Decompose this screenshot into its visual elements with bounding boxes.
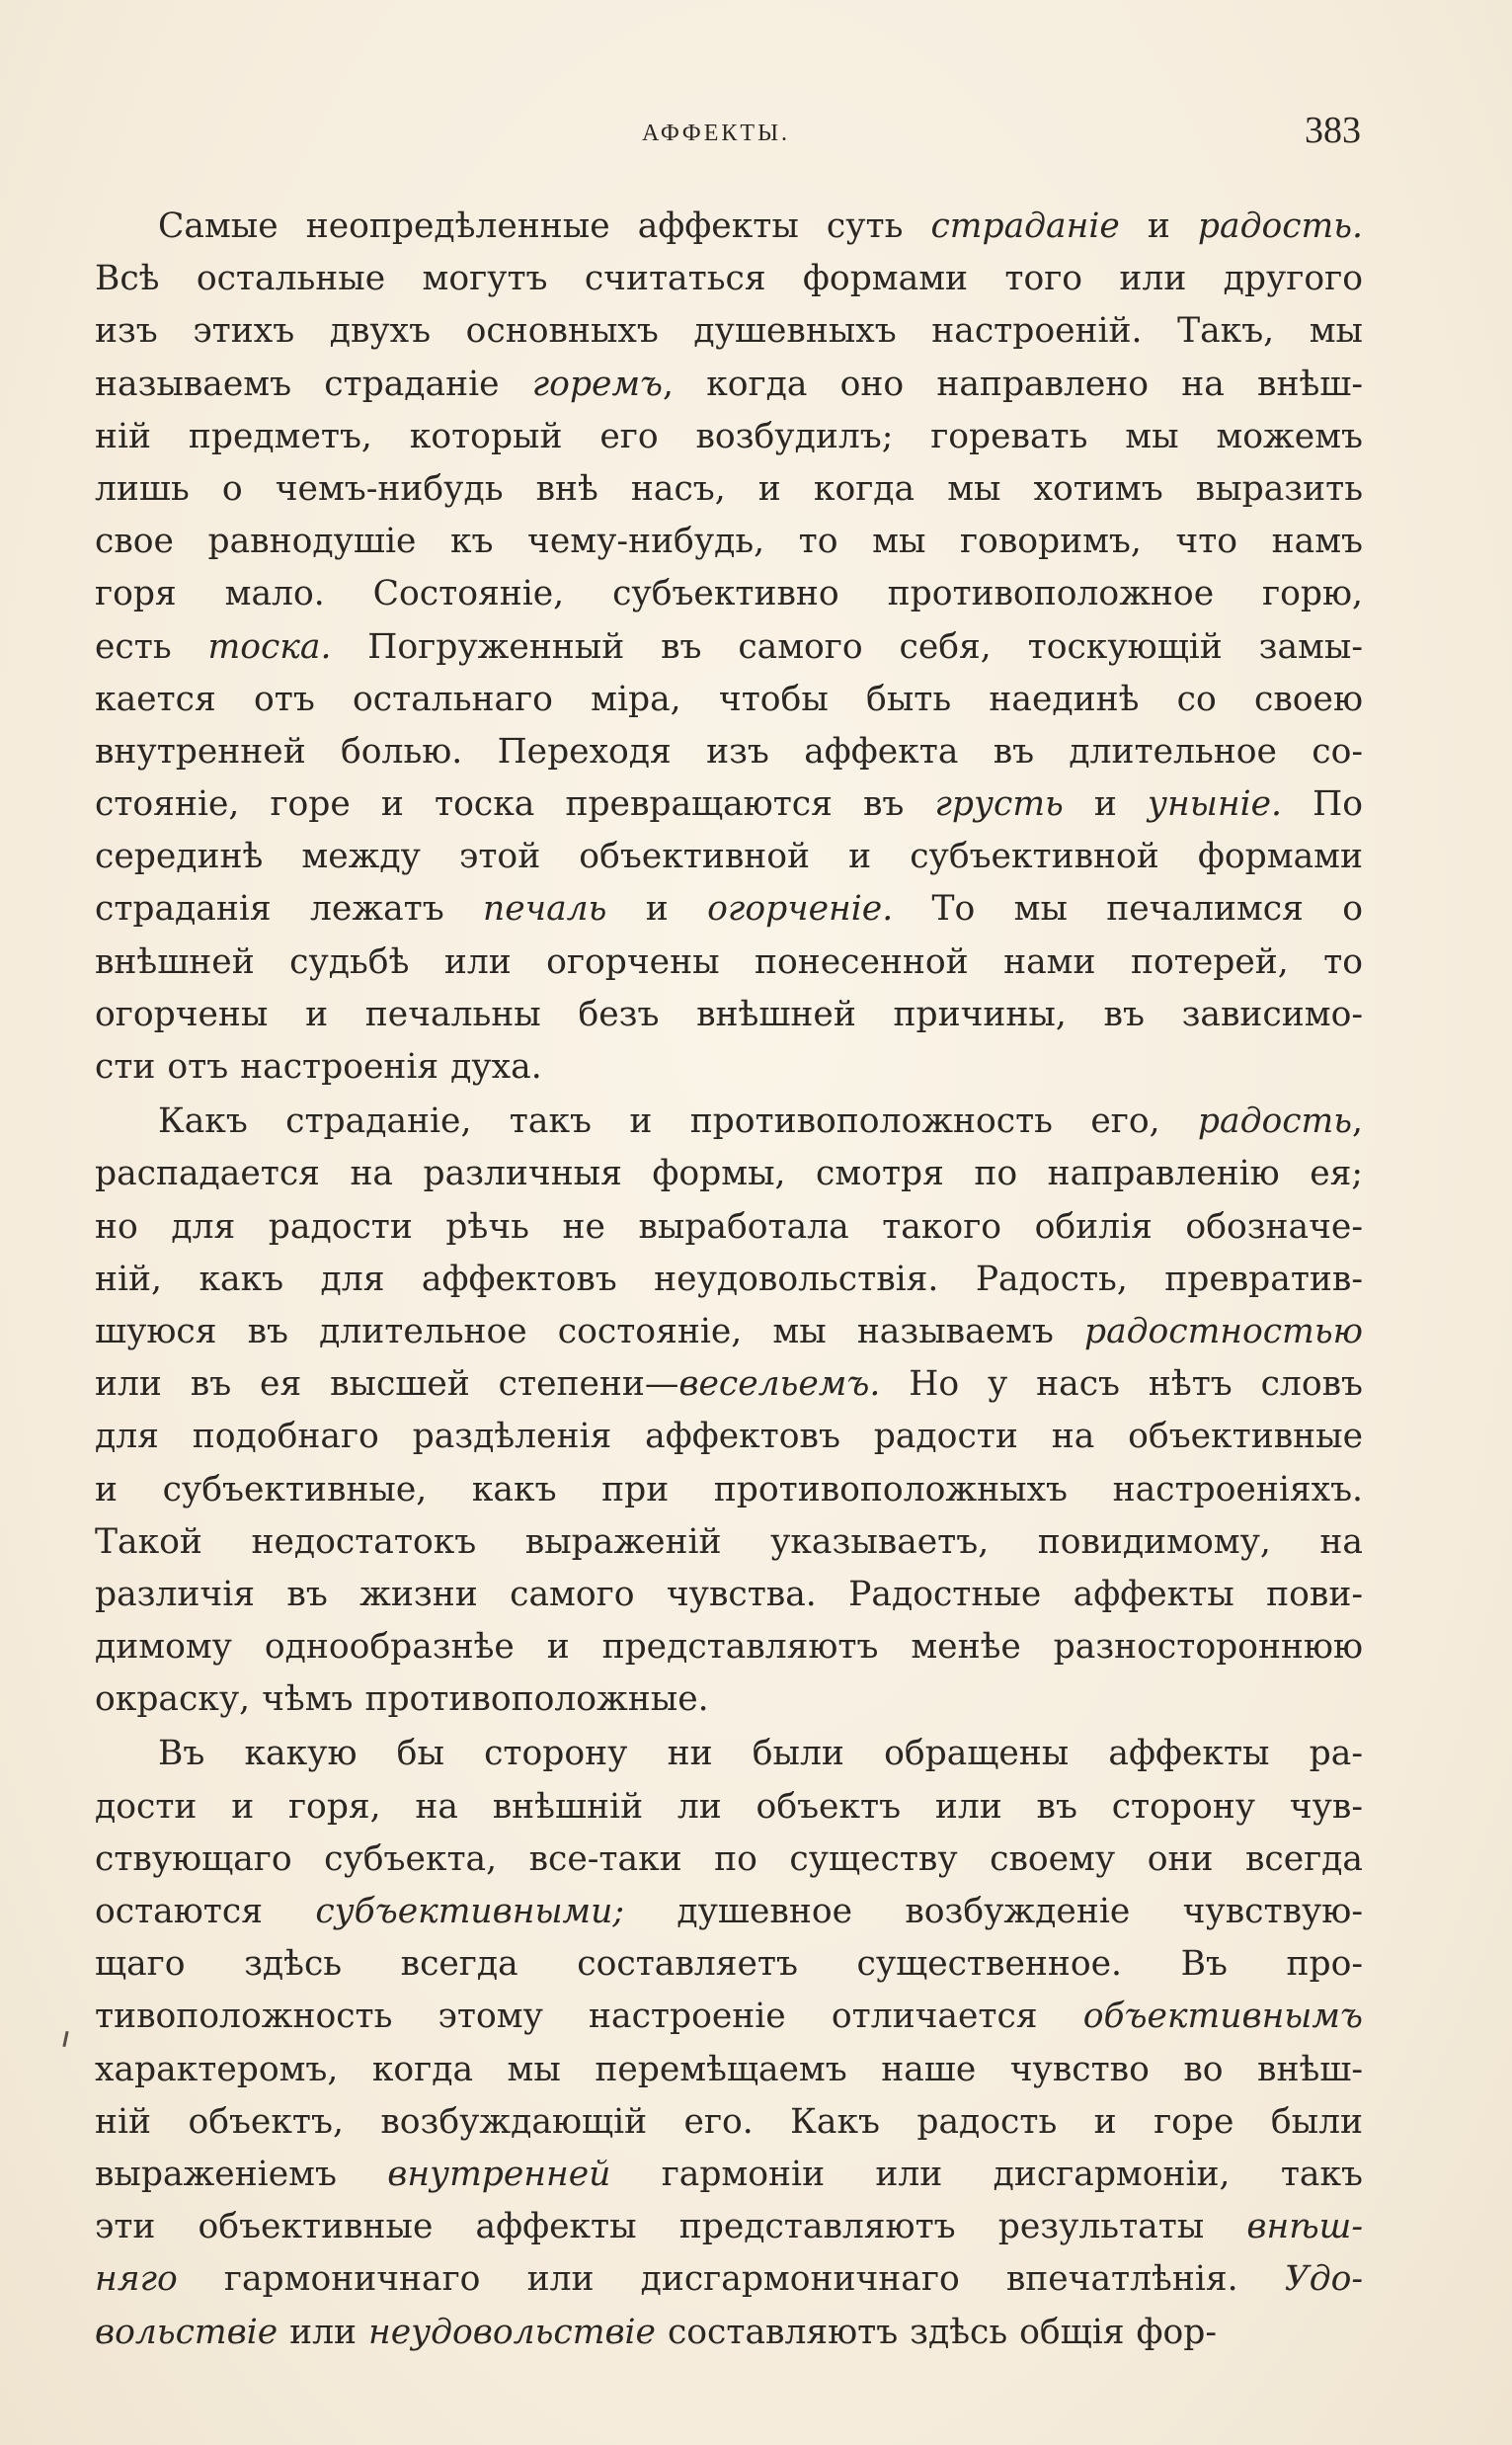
text-run: или [278,2312,369,2352]
text-run: Самые неопредѣленные аффекты суть [158,206,931,246]
margin-mark [62,2031,68,2047]
text-run: Въ какую бы сторону ни были обращены аффекты ра- [158,1734,1363,1774]
text-run: тивоположность этому настроеніе отличается [95,1997,1083,2037]
text-line [95,411,1363,463]
text-run: страданія лежатъ [95,889,484,930]
text-line [95,1201,1363,1254]
text-run: Погруженный въ самого себя, тоскующій замы- [331,626,1363,667]
running-header [0,110,1512,156]
text-line [95,674,1363,726]
text-run: , [1352,1101,1363,1142]
paragraph [95,1728,1363,2358]
italic-term: внѣш- [1246,2207,1363,2247]
text-run: гармоничнаго или дисгармоничнаго впечатлѣнія. [177,2259,1285,2300]
text-run: или въ ея высшей степени— [95,1364,679,1405]
text-run: окраску, чѣмъ противоположные. [95,1679,709,1720]
text-line [95,937,1363,989]
italic-term: радостностью [1083,1311,1363,1351]
text-run: огорчены и печальны безъ внѣшней причины, въ зависимо- [95,994,1363,1034]
running-title: АФФЕКТЫ. [642,121,790,146]
italic-term: няго [95,2259,178,2300]
text-line [95,1673,1363,1726]
text-run: Какъ страданіе, такъ и противоположность его, [158,1101,1198,1142]
text-line [95,1516,1363,1569]
italic-term: уныніе. [1148,784,1283,825]
text-run: ній, какъ для аффектовъ неудовольствія. Радость, превратив- [95,1259,1363,1299]
text-line [95,2307,1363,2359]
text-line [95,2253,1363,2306]
text-run: То мы печалимся о [893,889,1363,930]
paragraph [95,201,1363,1094]
text-line [95,2149,1363,2201]
text-run: Но у насъ нѣтъ словъ [880,1364,1363,1405]
text-line [95,1254,1363,1306]
text-line [95,2201,1363,2253]
text-run: но для радости рѣчь не выработала такого обилія обозначе- [95,1206,1363,1247]
text-line [95,883,1363,936]
text-run: и [1063,784,1149,825]
italic-term: радость. [1197,206,1363,246]
text-line [95,1464,1363,1516]
text-run: стояніе, горе и тоска превращаются въ [95,784,935,825]
text-run: ній предметъ, который его возбудилъ; горевать мы можемъ [95,416,1363,456]
text-line [95,2044,1363,2096]
text-run: димому однообразнѣе и представляютъ менѣе разностороннюю [95,1627,1363,1668]
text-run: серединѣ между этой объективной и субъективной формами [95,837,1363,877]
text-run: свое равнодушіе къ чему-нибудь, то мы говоримъ, что намъ [95,522,1363,562]
italic-term: внутренней [387,2154,611,2194]
text-line [95,1411,1363,1463]
italic-term: вольствіе [95,2312,279,2352]
text-line [95,1041,1363,1094]
text-line [95,201,1363,253]
italic-term: печаль [483,889,607,930]
text-line [95,1886,1363,1938]
text-run: эти объективные аффекты представляютъ результаты [95,2207,1247,2247]
text-run: гармоніи или дисгармоніи, такъ [610,2154,1363,2194]
text-run: внѣшней судьбѣ или огорчены понесенной нами потерей, то [95,941,1363,982]
text-line [95,778,1363,831]
text-run: и [606,889,708,930]
text-line [95,2096,1363,2149]
text-line [95,989,1363,1041]
text-line [95,1096,1363,1148]
italic-term: горемъ [531,364,664,404]
paragraph [95,1096,1363,1726]
text-line [95,1358,1363,1411]
text-run: составляютъ здѣсь общія фор- [655,2312,1217,2352]
italic-term: страданіе [930,206,1120,246]
text-line [95,253,1363,305]
text-line [95,1991,1363,2043]
text-run: горя мало. Состояніе, субъективно противоположное горю, [95,574,1363,614]
body-text [95,201,1363,2359]
text-line [95,305,1363,358]
text-run: сти отъ настроенія духа. [95,1047,542,1087]
text-run: выраженіемъ [95,2154,388,2194]
text-line [95,1569,1363,1621]
italic-term: грусть [934,784,1064,825]
text-run: и субъективные, какъ при противоположныхъ настроеніяхъ. [95,1469,1363,1509]
text-run: для подобнаго раздѣленія аффектовъ радости на объективные [95,1417,1363,1457]
text-run: душевное возбужденіе чувствую- [624,1892,1363,1931]
text-run: шуюся въ длительное состояніе, мы называемъ [95,1311,1084,1351]
text-run: различія въ жизни самого чувства. Радостные аффекты пови- [95,1574,1363,1614]
italic-term: огорченіе. [707,889,894,930]
text-line [95,1621,1363,1673]
text-line [95,1728,1363,1780]
italic-term: тоска. [207,626,332,667]
text-line [95,1938,1363,1991]
italic-term: Удо- [1284,2259,1363,2300]
text-line [95,359,1363,411]
text-line [95,516,1363,568]
page-number: 383 [1305,110,1361,151]
text-run: кается отъ остальнаго міра, чтобы быть наединѣ со своею [95,679,1363,719]
text-run: называемъ страданіе [95,364,532,404]
text-run: Такой недостатокъ выраженій указываетъ, повидимому, на [95,1521,1363,1562]
text-line [95,1834,1363,1886]
italic-term: весельемъ. [678,1364,881,1405]
text-line [95,1306,1363,1358]
text-run: лишь о чемъ-нибудь внѣ насъ, и когда мы хотимъ выразить [95,468,1363,509]
text-run: дости и горя, на внѣшній ли объектъ или въ сторону чув- [95,1786,1363,1827]
text-run: ній объектъ, возбуждающій его. Какъ радость и горе были [95,2101,1363,2142]
text-line [95,1781,1363,1834]
text-run: , когда оно направлено на внѣш- [663,364,1363,404]
text-run: и [1119,206,1198,246]
text-run: остаются [95,1892,316,1931]
italic-term: неудовольствіе [368,2312,656,2352]
text-run: характеромъ, когда мы перемѣщаемъ наше чувство во внѣш- [95,2049,1363,2089]
text-run: изъ этихъ двухъ основныхъ душевныхъ настроеній. Такъ, мы [95,311,1363,352]
text-line [95,831,1363,883]
italic-term: радость [1197,1101,1353,1142]
text-line [95,726,1363,778]
text-run: есть [95,626,208,667]
text-run: внутренней болью. Переходя изъ аффекта въ длительное со- [95,731,1363,772]
text-run: По [1282,784,1363,825]
text-run: ствующаго субъекта, все-таки по существу своему они всегда [95,1838,1363,1879]
text-run: щаго здѣсь всегда составляетъ существенное. Въ про- [95,1944,1363,1985]
italic-term: субъективными; [315,1892,625,1931]
text-run: распадается на различныя формы, смотря по направленію ея; [95,1154,1363,1194]
text-line [95,463,1363,516]
text-run: Всѣ остальные могутъ считаться формами того или другого [95,259,1363,299]
text-line [95,1148,1363,1200]
italic-term: объективнымъ [1082,1997,1363,2037]
text-line [95,621,1363,674]
text-line [95,568,1363,620]
